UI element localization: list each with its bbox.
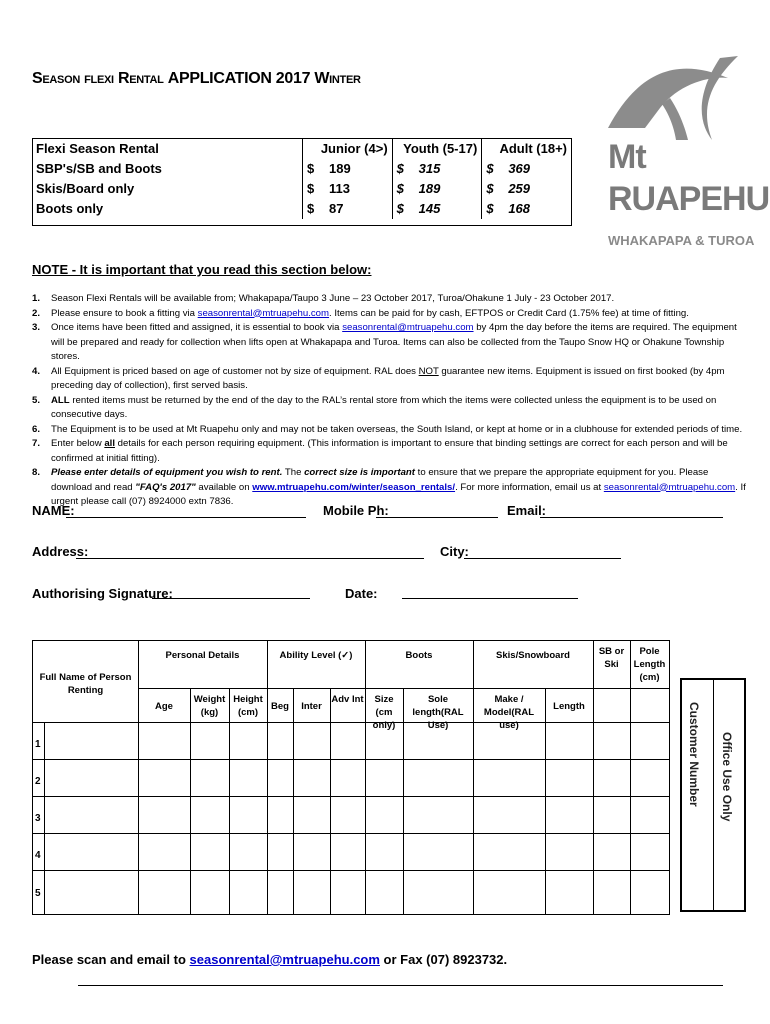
website-link[interactable]: www.mtruapehu.com/winter/season_rentals/	[252, 481, 456, 493]
price-adult: 369	[508, 161, 531, 176]
price-table	[32, 139, 571, 219]
price-row	[32, 179, 571, 199]
price-label: Boots only	[32, 199, 303, 219]
currency: $	[307, 161, 315, 176]
make-model-header: Make / Model(RAL use)	[483, 694, 535, 731]
date-label: Date:	[345, 586, 378, 601]
list-item: 3. Once items have been fitted and assigned, it is essential to book via seasonrental@mtruapehu.com by 4pm the day before the items are required. The equipment will be prepared and ready for collection when lifts open at Whakapapa and Turoa. Items can also be collected from the Taupo Snow HQ or Ohakune Township stores.	[32, 322, 737, 362]
city-field[interactable]	[464, 544, 621, 559]
signature-label: Authorising Signature:	[32, 586, 173, 601]
price-label: SBP's/SB and Boots	[32, 159, 303, 179]
adv-header: Adv Int	[331, 694, 364, 705]
name-label: NAME:	[32, 503, 75, 518]
office-use-label: Office Use Only	[720, 732, 734, 822]
email-field[interactable]	[540, 503, 723, 518]
row-number: 3	[35, 813, 41, 824]
inter-header: Inter	[301, 701, 322, 712]
currency: $	[396, 181, 404, 196]
logo-text: RUAPEHU	[608, 180, 770, 218]
note-heading: NOTE - It is important that you read this section below:	[32, 262, 372, 277]
address-field[interactable]	[76, 544, 424, 559]
price-junior: 87	[329, 201, 344, 216]
list-item: 4. All Equipment is priced based on age of customer not by size of equipment. RAL does NOT guarantee new items. Equipment is issued on first booked (by 4pm preceding day of collection), first served basis.	[32, 365, 725, 391]
notes-list	[32, 292, 752, 510]
row-number: 2	[35, 776, 41, 787]
currency: $	[486, 201, 494, 216]
price-adult: 259	[508, 181, 531, 196]
price-junior: 113	[329, 181, 350, 196]
currency: $	[307, 181, 315, 196]
customer-number-label: Customer Number	[687, 702, 701, 807]
currency: $	[396, 201, 404, 216]
office-use-box	[680, 678, 746, 912]
list-item: 5. ALL rented items must be returned by the end of the day to the RAL’s rental store from which the items were collected unless the equipment is to be used on consecutive days.	[32, 394, 717, 420]
email-link[interactable]: seasonrental@mtruapehu.com	[342, 322, 474, 333]
email-link[interactable]: seasonrental@mtruapehu.com	[189, 952, 380, 967]
price-header-row	[32, 139, 571, 159]
list-item: 7. Enter below all details for each person requiring equipment. (This information is important to ensure that binding settings are correct for each person and will be confirmed at initial fitting).	[32, 438, 728, 464]
currency: $	[307, 201, 315, 216]
price-header: Junior (4>)	[303, 139, 393, 159]
price-label: Skis/Board only	[32, 179, 303, 199]
personal-details-header: Personal Details	[165, 650, 240, 661]
date-field[interactable]	[402, 584, 578, 599]
boots-header: Boots	[405, 650, 433, 661]
price-youth: 145	[418, 201, 441, 216]
logo-subtext: WHAKAPAPA & TUROA	[608, 233, 755, 248]
size-header: Size (cm only)	[372, 694, 396, 731]
footer-text: Please scan and email to seasonrental@mtruapehu.com or Fax (07) 8923732.	[32, 952, 508, 967]
beg-header: Beg	[271, 701, 289, 712]
ability-level-header: Ability Level (✓)	[279, 650, 353, 661]
sole-length-header: Sole length(RAL Use)	[412, 694, 464, 731]
age-header: Age	[155, 701, 173, 712]
signature-field[interactable]	[152, 584, 310, 599]
skis-header: Skis/Snowboard	[496, 650, 570, 661]
weight-header: Weight (kg)	[193, 694, 226, 718]
list-item: 6. The Equipment is to be used at Mt Ruapehu only and may not be taken overseas, the South Island, or kept at home or in a clubhouse for extended periods of time.	[32, 423, 743, 435]
list-item: 2. Please ensure to book a fitting via seasonrental@mtruapehu.com. Items can be paid for by cash, EFTPOS or Credit Card (1.75% fee) at time of fitting.	[32, 307, 689, 319]
city-label: City:	[440, 544, 469, 559]
row-number: 4	[35, 850, 41, 861]
list-item: 1. Season Flexi Rentals will be available from; Whakapapa/Taupo 3 June – 23 October 2017, Turoa/Ohakune 1 July - 23 October 2017.	[32, 293, 615, 304]
price-header: Flexi Season Rental	[32, 139, 303, 159]
price-youth: 189	[418, 181, 441, 196]
mobile-field[interactable]	[376, 503, 498, 518]
currency: $	[486, 181, 494, 196]
mobile-label: Mobile Ph:	[323, 503, 389, 518]
currency: $	[396, 161, 404, 176]
price-header: Adult (18+)	[499, 141, 567, 156]
page-title: Season flexi Rental APPLICATION 2017 Winter	[32, 70, 361, 87]
price-junior: 189	[329, 161, 351, 176]
length-header: Length	[553, 701, 585, 712]
currency: $	[486, 161, 494, 176]
price-adult: 168	[508, 201, 531, 216]
list-item: 8. Please enter details of equipment you wish to rent. The correct size is important to ensure that we prepare the appropriate equipment for you. Please download and read "FAQ's 2017" available on www.mtruapehu.com/winter/season_rentals/. For more information, email us at seasonrental@mtruapehu.com. If urgent please call (07) 8924000 extn 7836.	[32, 467, 746, 507]
row-number: 5	[35, 888, 41, 899]
sb-or-ski-header: SB or Ski	[598, 646, 625, 670]
height-header: Height (cm)	[233, 694, 263, 718]
pole-length-header: Pole Length (cm)	[633, 646, 666, 683]
price-header: Youth (5-17)	[392, 139, 482, 159]
full-name-header: Full Name of Person Renting	[39, 672, 132, 696]
email-link[interactable]: seasonrental@mtruapehu.com	[603, 481, 736, 493]
email-label: Email:	[507, 503, 547, 518]
email-link[interactable]: seasonrental@mtruapehu.com	[197, 307, 330, 319]
logo-text: Mt	[608, 138, 646, 176]
price-row	[32, 159, 571, 179]
footer-line	[78, 985, 723, 986]
equipment-table	[32, 640, 670, 915]
price-row	[32, 199, 571, 219]
name-field[interactable]	[66, 503, 306, 518]
price-youth: 315	[418, 161, 441, 176]
row-number: 1	[35, 739, 41, 750]
address-label: Address:	[32, 544, 89, 559]
